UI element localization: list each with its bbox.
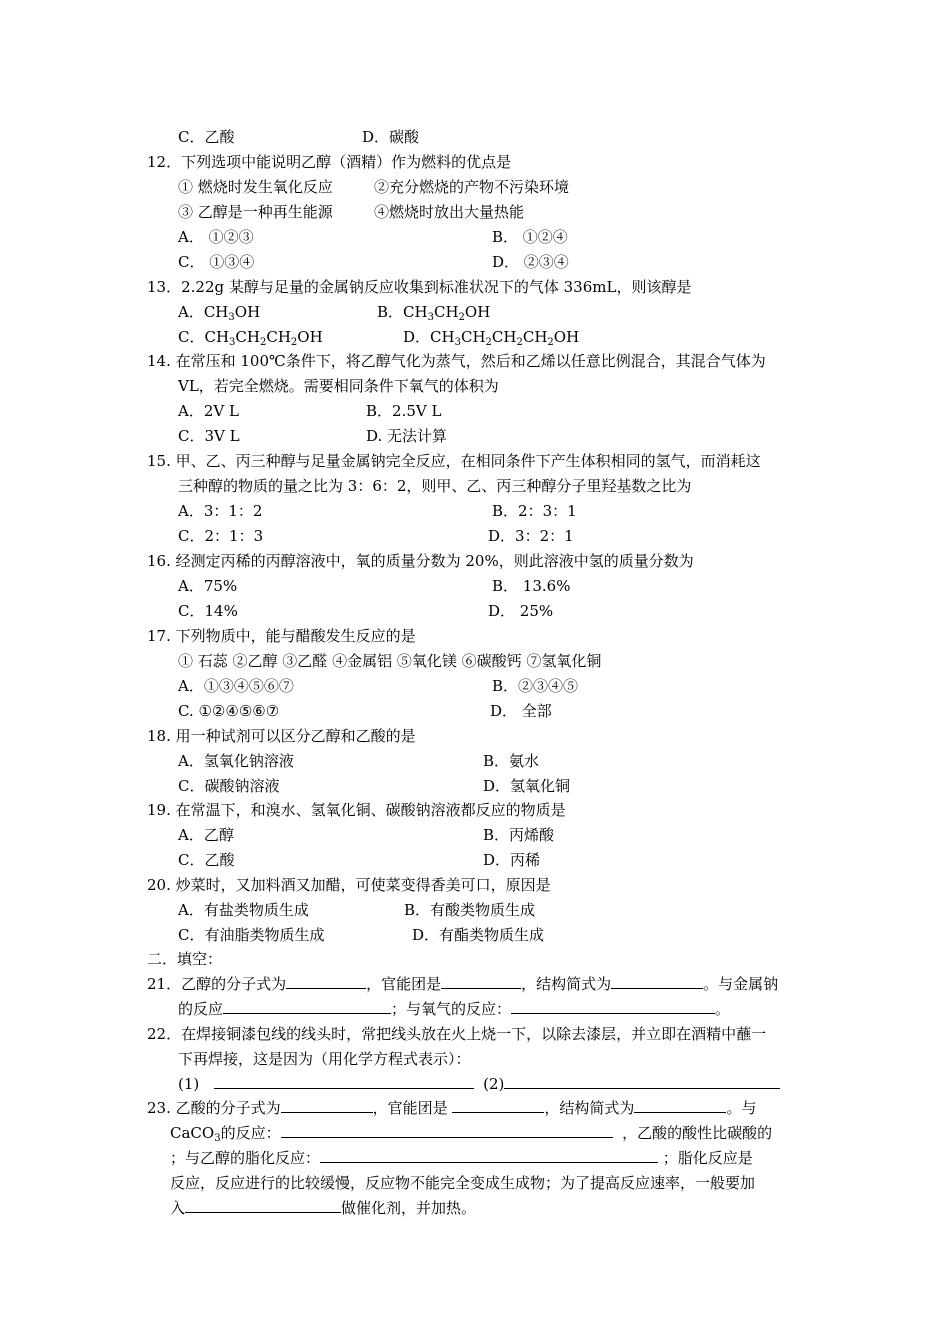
q14-option-a: A．2V L	[178, 402, 239, 420]
q22-line-1: 22．在焊接铜漆包线的线头时，常把线头放在火上烧一下，以除去漆层，并立即在酒精中蘸一	[147, 1025, 767, 1043]
q11-option-d: D．碳酸	[362, 128, 420, 146]
q20-option-c: C．有油脂类物质生成	[178, 926, 325, 944]
q14-option-c: C．3V L	[178, 427, 240, 445]
q21-blank-functional-group[interactable]	[441, 974, 521, 989]
q12-option-c: C． ①③④	[178, 253, 255, 271]
q23-line-4: 反应，反应进行的比较缓慢，反应物不能完全变成生成物；为了提高反应速率，一般要加	[170, 1174, 756, 1192]
q13-option-b: B．$CH_3CH_2OH$	[377, 303, 491, 323]
q23-line-3: ；与乙醇的脂化反应： ；脂化反应是	[170, 1149, 753, 1167]
q13-option-d: D．$CH_3CH_2CH_2CH_2OH$	[403, 328, 580, 348]
q21-blank-structure[interactable]	[611, 974, 703, 989]
q18-option-c: C．碳酸钠溶液	[178, 777, 280, 795]
q16-stem: 16. 经测定丙稀的丙醇溶液中，氧的质量分数为 20%，则此溶液中氢的质量分数为	[147, 552, 694, 570]
section-heading-fill-in: 二．填空：	[147, 950, 223, 968]
q20-option-d: D．有酯类物质生成	[412, 926, 545, 944]
q15-option-c: C．2：1：3	[178, 527, 264, 545]
q23-blank-functional-group[interactable]	[452, 1098, 544, 1113]
q20-stem: 20. 炒菜时，又加料酒又加醋，可使菜变得香美可口，原因是	[147, 876, 551, 894]
q12-option-d: D． ②③④	[492, 253, 569, 271]
q18-stem: 18. 用一种试剂可以区分乙醇和乙酸的是	[147, 727, 416, 745]
q11-option-c: C．乙酸	[178, 128, 235, 146]
q14-option-b: B．2.5V L	[366, 402, 442, 420]
q12-option-b: B． ①②④	[492, 228, 568, 246]
q23-blank-esterification[interactable]	[320, 1148, 658, 1163]
q21-blank-formula[interactable]	[286, 974, 366, 989]
q21-blank-oxygen-reaction[interactable]	[511, 999, 715, 1014]
q21-blank-sodium-reaction[interactable]	[223, 999, 391, 1014]
q18-option-d: D．氢氧化铜	[483, 777, 571, 795]
q19-stem: 19. 在常温下，和溴水、氢氧化铜、碳酸钠溶液都反应的物质是	[147, 801, 566, 819]
q16-option-b: B． 13.6%	[492, 577, 571, 595]
q14-stem-line-2: VL，若完全燃烧。需要相同条件下氧气的体积为	[178, 377, 499, 395]
q22-answer-line: (1) (2)	[178, 1074, 780, 1094]
q21-line-2: 的反应 ；与氧气的反应： 。	[178, 1000, 731, 1018]
q15-option-a: A．3：1：2	[178, 502, 263, 520]
q17-option-d: D． 全部	[490, 702, 552, 720]
q17-items: ① 石蕊 ②乙醇 ③乙醛 ④金属铝 ⑤氧化镁 ⑥碳酸钙 ⑦氢氧化铜	[178, 652, 602, 670]
q12-stem: 12．下列选项中能说明乙醇（酒精）作为燃料的优点是	[147, 153, 512, 171]
q23-blank-catalyst[interactable]	[185, 1198, 341, 1213]
q20-option-b: B．有酸类物质生成	[404, 901, 536, 919]
q17-stem: 17. 下列物质中，能与醋酸发生反应的是	[147, 627, 416, 645]
q16-option-a: A．75%	[178, 577, 238, 595]
q12-item-3: ③ 乙醇是一种再生能源	[178, 203, 333, 221]
q15-option-b: B．2：3：1	[492, 502, 577, 520]
q20-option-a: A．有盐类物质生成	[178, 901, 309, 919]
q19-option-a: A．乙醇	[178, 826, 234, 844]
q22-blank-1[interactable]	[214, 1074, 474, 1089]
q15-stem-line-2: 三种醇的物质的量之比为 3：6：2，则甲、乙、丙三种醇分子里羟基数之比为	[178, 477, 692, 495]
q21-line-1: 21．乙醇的分子式为 ，官能团是 ，结构简式为 。与金属钠	[147, 975, 779, 993]
q13-option-c: C．$CH_3CH_2CH_2OH$	[178, 328, 323, 348]
q23-line-2: CaCO$_3$的反应： ，乙酸的酸性比碳酸的	[170, 1124, 773, 1144]
q12-item-4: ④燃烧时放出大量热能	[374, 203, 525, 221]
q19-option-c: C．乙酸	[178, 851, 235, 869]
q15-option-d: D．3：2：1	[488, 527, 574, 545]
q18-option-a: A．氢氧化钠溶液	[178, 752, 294, 770]
q23-line-5: 入 做催化剂，并加热。	[170, 1199, 477, 1217]
q22-line-2: 下再焊接，这是因为（用化学方程式表示）：	[178, 1050, 471, 1068]
q16-option-d: D． 25%	[488, 602, 554, 620]
q23-blank-caco3-reaction[interactable]	[281, 1123, 613, 1138]
q17-option-c: C. ①②④⑤⑥⑦	[178, 702, 280, 720]
q13-stem: 13．2.22g 某醇与足量的金属钠反应收集到标准状况下的气体 336mL，则该醇是	[147, 278, 692, 296]
q12-item-1: ① 燃烧时发生氧化反应	[178, 178, 333, 196]
q23-blank-structure[interactable]	[634, 1098, 726, 1113]
q16-option-c: C．14%	[178, 602, 238, 620]
q14-option-d: D. 无法计算	[366, 427, 448, 445]
q19-option-d: D．丙稀	[483, 851, 541, 869]
q23-blank-formula[interactable]	[281, 1098, 373, 1113]
q14-stem-line-1: 14. 在常压和 100℃条件下，将乙醇气化为蒸气，然后和乙烯以任意比例混合，其混合气体为	[147, 352, 766, 370]
q22-blank-2[interactable]	[504, 1074, 780, 1089]
q23-line-1: 23. 乙酸的分子式为 ，官能团是 ，结构简式为 。与	[147, 1099, 757, 1117]
q18-option-b: B．氨水	[483, 752, 540, 770]
q13-option-a: A．$CH_3OH$	[178, 303, 261, 323]
q15-stem-line-1: 15. 甲、乙、丙三种醇与足量金属钠完全反应，在相同条件下产生体积相同的氢气，而消耗这	[147, 452, 761, 470]
q19-option-b: B．丙烯酸	[483, 826, 555, 844]
q17-option-a: A．①③④⑤⑥⑦	[178, 677, 294, 695]
q12-item-2: ②充分燃烧的产物不污染环境	[374, 178, 570, 196]
q12-option-a: A． ①②③	[178, 228, 254, 246]
q17-option-b: B．②③④⑤	[492, 677, 579, 695]
